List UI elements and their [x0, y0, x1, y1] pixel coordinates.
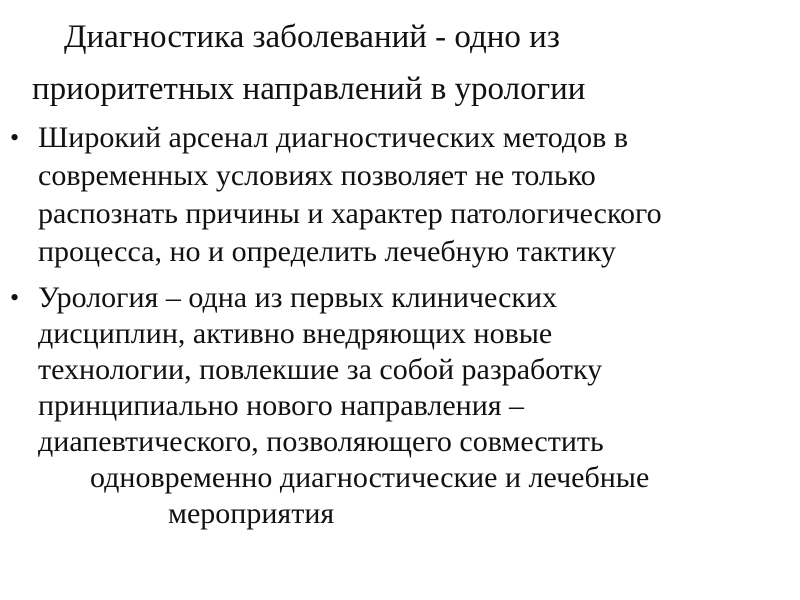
title-line: приоритетных направлений в урологии: [32, 71, 586, 107]
bullet-text-line: принципиально нового направления –: [38, 389, 525, 422]
bullet-text-line: одновременно диагностические и лечебные: [90, 461, 650, 494]
bullet-marker: •: [10, 283, 20, 312]
bullet-text-line: диапевтического, позволяющего совместить: [38, 425, 604, 458]
bullet-text-line: процесса, но и определить лечебную тактику: [38, 235, 616, 268]
bullet-marker: •: [10, 123, 20, 152]
bullet-text-line: распознать причины и характер патологического: [38, 197, 662, 230]
bullet-text-line: Широкий арсенал диагностических методов в: [38, 121, 628, 154]
bullet-text-line: технологии, повлекшие за собой разработку: [38, 353, 603, 386]
bullet-text-line: дисциплин, активно внедряющих новые: [38, 317, 553, 350]
bullet-text-line: Урология – одна из первых клинических: [38, 281, 558, 314]
title-line: Диагностика заболеваний - одно из: [64, 19, 560, 55]
bullet-text-line: современных условиях позволяет не только: [38, 159, 596, 192]
bullet-text-line: мероприятия: [168, 497, 335, 530]
